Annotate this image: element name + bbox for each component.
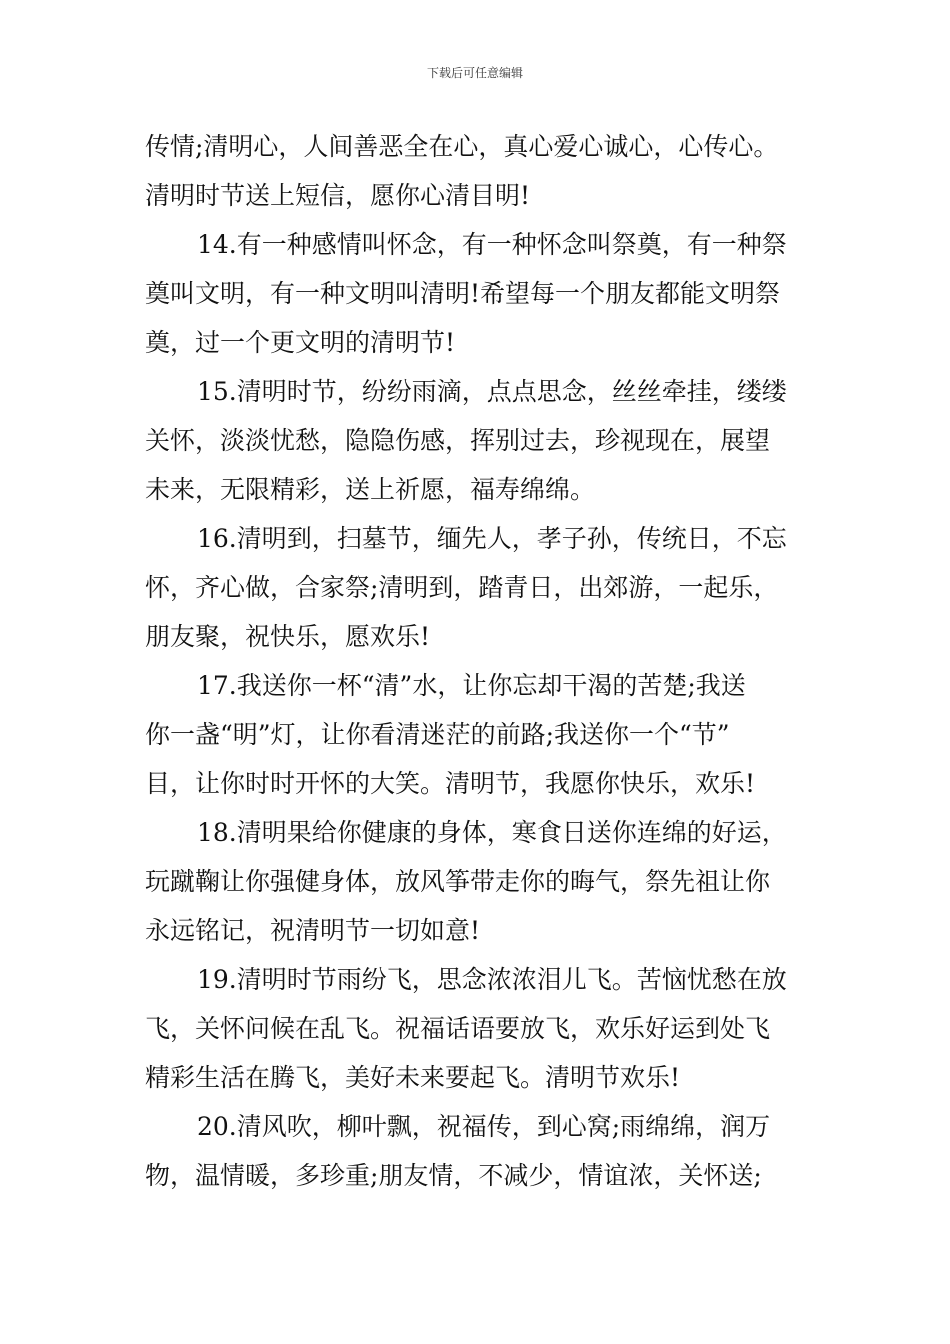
- text-line: 关怀，淡淡忧愁，隐隐伤感，挥别过去，珍视现在，展望: [145, 426, 771, 455]
- paragraph-18: [145, 808, 810, 955]
- text-line: 飞，关怀问候在乱飞。祝福话语要放飞，欢乐好运到处飞: [145, 1014, 771, 1043]
- text-line: 18.清明果给你健康的身体，寒食日送你连绵的好运，: [197, 818, 787, 847]
- text-line: 奠叫文明，有一种文明叫清明!希望每一个朋友都能文明祭: [145, 279, 781, 308]
- text-line: 传情;清明心，人间善恶全在心，真心爱心诚心，心传心。: [145, 132, 779, 161]
- paragraph-15: [145, 367, 810, 514]
- text-line: 物，温情暖，多珍重;朋友情，不减少，情谊浓，关怀送;: [145, 1161, 762, 1190]
- paragraph-17: [145, 661, 810, 808]
- text-line: 15.清明时节，纷纷雨滴，点点思念，丝丝牵挂，缕缕: [197, 377, 787, 406]
- text-line: 你一盏“明”灯，让你看清迷茫的前路;我送你一个“节”: [145, 720, 730, 749]
- text-line: 怀，齐心做，合家祭;清明到，踏青日，出郊游，一起乐，: [145, 573, 779, 602]
- text-line: 朋友聚，祝快乐，愿欢乐!: [145, 622, 431, 651]
- paragraph-14: [145, 220, 810, 367]
- text-line: 未来，无限精彩，送上祈愿，福寿绵绵。: [145, 475, 596, 504]
- text-line: 目，让你时时开怀的大笑。清明节，我愿你快乐，欢乐!: [145, 769, 756, 798]
- document-body: [145, 122, 810, 1200]
- text-line: 永远铭记，祝清明节一切如意!: [145, 916, 481, 945]
- paragraph-19: [145, 955, 810, 1102]
- text-line: 14.有一种感情叫怀念，有一种怀念叫祭奠，有一种祭: [197, 230, 787, 259]
- text-line: 20.清风吹，柳叶飘，祝福传，到心窝;雨绵绵，润万: [197, 1112, 771, 1141]
- text-line: 玩蹴鞠让你强健身体，放风筝带走你的晦气，祭先祖让你: [145, 867, 771, 896]
- text-line: 奠，过一个更文明的清明节!: [145, 328, 456, 357]
- paragraph-continuation: [145, 122, 810, 220]
- text-line: 17.我送你一杯“清”水，让你忘却干渴的苦楚;我送: [197, 671, 746, 700]
- page-header: 下载后可任意编辑: [426, 66, 523, 80]
- paragraph-16: [145, 514, 810, 661]
- text-line: 19.清明时节雨纷飞，思念浓浓泪儿飞。苦恼忧愁在放: [197, 965, 787, 994]
- text-line: 清明时节送上短信，愿你心清目明!: [145, 181, 531, 210]
- text-line: 精彩生活在腾飞，美好未来要起飞。清明节欢乐!: [145, 1063, 681, 1092]
- paragraph-20: [145, 1102, 810, 1200]
- text-line: 16.清明到，扫墓节，缅先人，孝子孙，传统日，不忘: [197, 524, 787, 553]
